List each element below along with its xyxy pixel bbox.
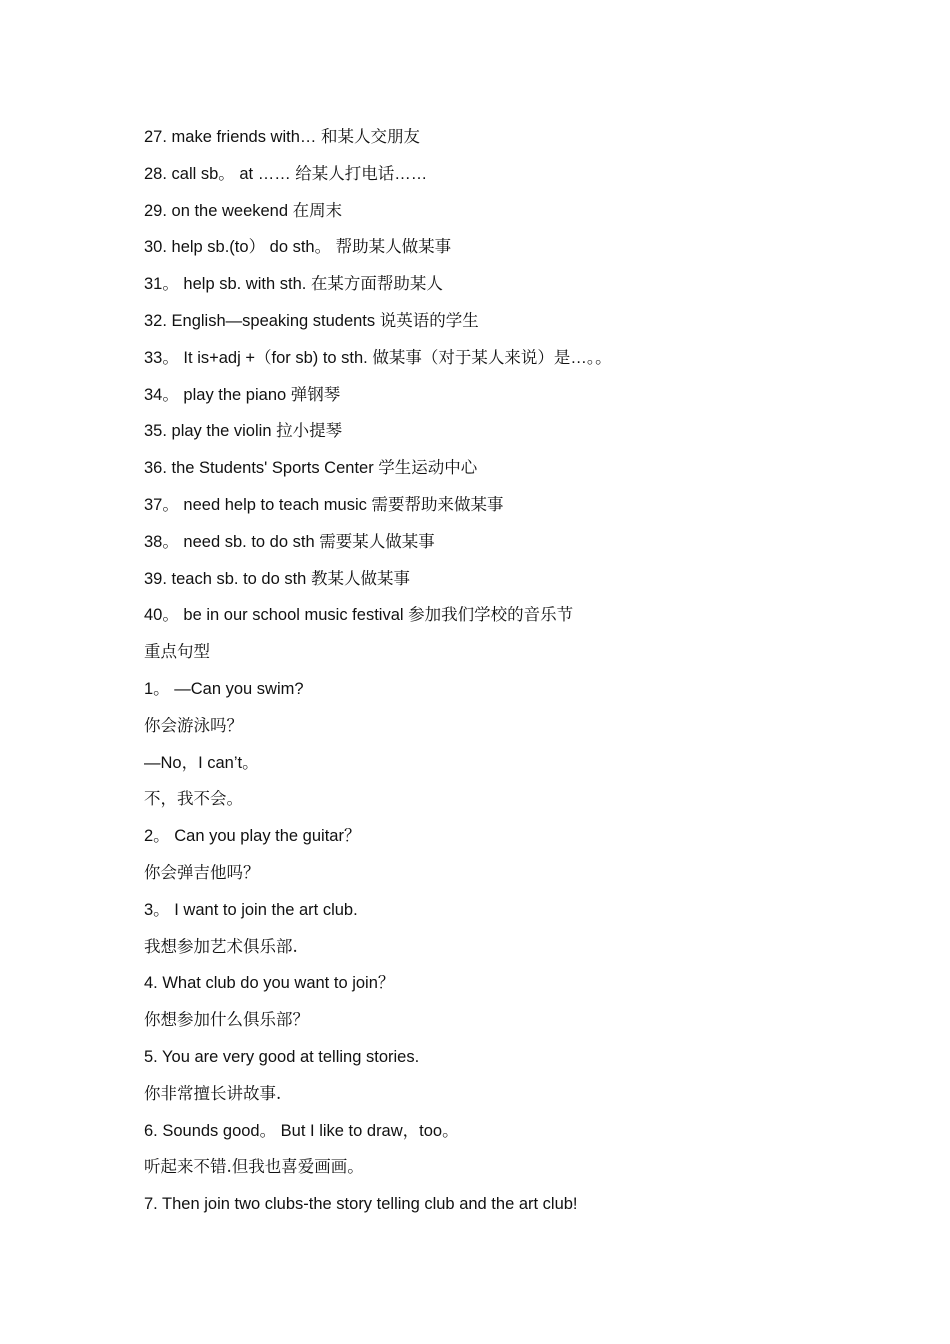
- sentence-1-chinese-question: 你会游泳吗？: [144, 715, 243, 735]
- phrase-line-31: 31。 help sb. with sth. 在某方面帮助某人: [144, 275, 443, 294]
- sentence-2-english: 2。 Can you play the guitar？: [144, 827, 361, 846]
- sentence-4-english: 4. What club do you want to join？: [144, 974, 395, 993]
- sentence-1-english-question: 1。 —Can you swim?: [144, 679, 304, 698]
- phrase-line-36: 36. the Students' Sports Center 学生运动中心: [144, 459, 478, 478]
- sentence-2-chinese: 你会弹吉他吗？: [144, 862, 260, 882]
- phrase-line-40: 40。 be in our school music festival 参加我们学校的音乐节: [144, 606, 574, 625]
- sentence-4-chinese: 你想参加什么俱乐部？: [144, 1010, 309, 1030]
- phrase-line-35: 35. play the violin 拉小提琴: [144, 422, 343, 441]
- sentence-6-chinese: 听起来不错.但我也喜爱画画。: [144, 1157, 364, 1177]
- sentence-3-english: 3。 I want to join the art club.: [144, 900, 358, 919]
- phrase-line-30: 30. help sb.(to） do sth。 帮助某人做某事: [144, 238, 452, 257]
- phrase-line-39: 39. teach sb. to do sth 教某人做某事: [144, 569, 410, 588]
- phrase-line-29: 29. on the weekend 在周末: [144, 201, 343, 220]
- section-heading: 重点句型: [144, 642, 210, 662]
- sentence-5-english: 5. You are very good at telling stories.: [144, 1047, 420, 1066]
- sentence-7-english: 7. Then join two clubs-the story telling club and the art club!: [144, 1195, 578, 1214]
- sentence-5-chinese: 你非常擅长讲故事.: [144, 1083, 282, 1103]
- sentence-3-chinese: 我想参加艺术俱乐部.: [144, 936, 298, 956]
- sentence-6-english: 6. Sounds good。 But I like to draw，too。: [144, 1121, 459, 1140]
- phrase-line-33: 33。 It is+adj +（for sb) to sth. 做某事（对于某人来说）是…。。: [144, 348, 612, 367]
- phrase-line-37: 37。 need help to teach music 需要帮助来做某事: [144, 495, 504, 514]
- phrase-line-32: 32. English—speaking students 说英语的学生: [144, 311, 479, 330]
- phrase-line-34: 34。 play the piano 弹钢琴: [144, 385, 341, 404]
- sentence-1-english-answer: —No，I can’t。: [144, 753, 259, 772]
- phrase-line-27: 27. make friends with… 和某人交朋友: [144, 128, 420, 146]
- phrase-line-38: 38。 need sb. to do sth 需要某人做某事: [144, 532, 435, 551]
- document-body: [144, 122, 864, 1226]
- sentence-1-chinese-answer: 不，我不会。: [144, 789, 243, 809]
- phrase-line-28: 28. call sb。 at …… 给某人打电话……: [144, 164, 428, 183]
